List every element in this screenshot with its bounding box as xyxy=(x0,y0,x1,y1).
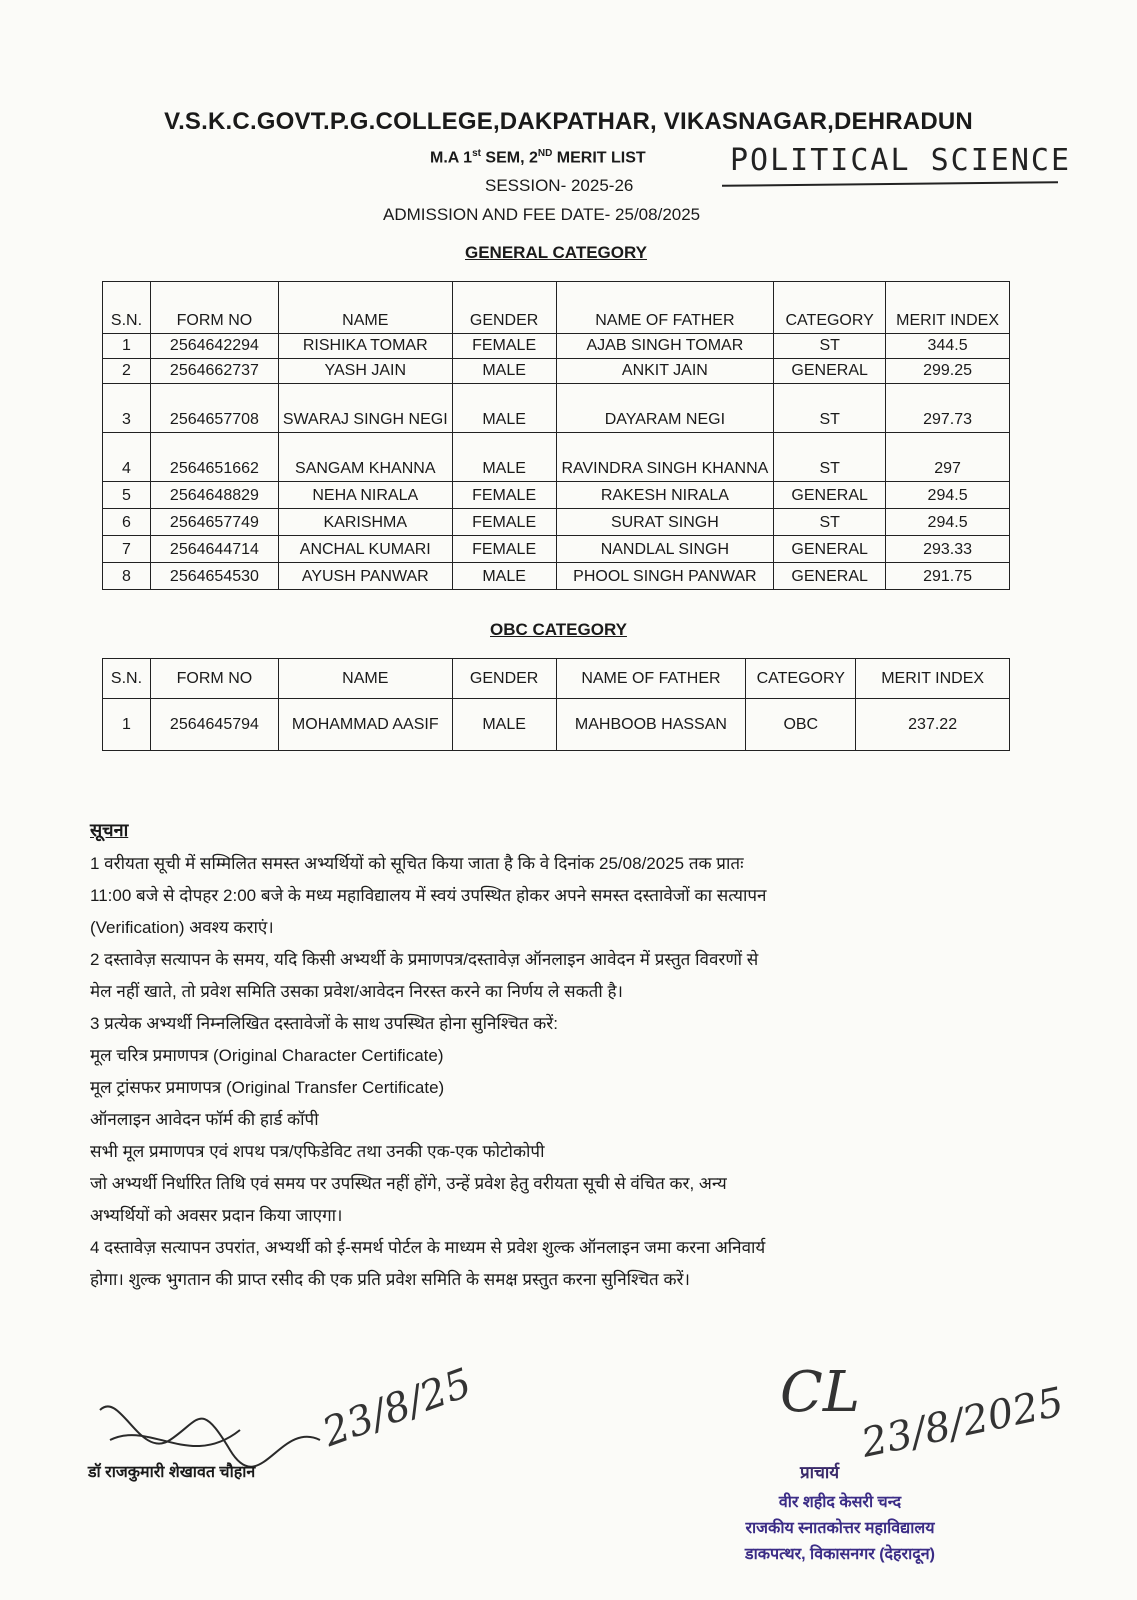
table-cell: AJAB SINGH TOMAR xyxy=(556,334,774,359)
table-cell: 2564662737 xyxy=(150,359,278,384)
notice-line: मेल नहीं खाते, तो प्रवेश समिति उसका प्रवेश/आवेदन निरस्त करने का निर्णय ले सकती है। xyxy=(90,982,623,1001)
table-row xyxy=(103,699,1010,751)
left-signature-date: 23/8/25 xyxy=(316,1360,478,1456)
left-signatory-name: डॉ राजकुमारी शेखावत चौहान xyxy=(88,1464,256,1481)
table-cell: KARISHMA xyxy=(278,509,452,536)
table-row xyxy=(103,384,1010,433)
table-cell: MOHAMMAD AASIF xyxy=(278,699,452,751)
table-cell: GENERAL xyxy=(774,359,886,384)
table-cell: GENERAL xyxy=(774,536,886,563)
table-cell: NEHA NIRALA xyxy=(278,482,452,509)
table-cell: FEMALE xyxy=(452,334,556,359)
table-cell: 2564644714 xyxy=(150,536,278,563)
table-row xyxy=(103,536,1010,563)
table-cell: ST xyxy=(774,433,886,482)
general-header-row xyxy=(103,282,1010,334)
table-cell: 297.73 xyxy=(886,384,1010,433)
notice-line: 2 दस्तावेज़ सत्यापन के समय, यदि किसी अभ्यर्थी के प्रमाणपत्र/दस्तावेज़ ऑनलाइन आवेदन में प्रस्तुत विवरणों से xyxy=(90,950,759,969)
course-line: M.A 1st SEM, 2ND MERIT LIST xyxy=(430,148,646,167)
principal-title: प्राचार्य xyxy=(800,1463,840,1482)
table-cell: 6 xyxy=(103,509,151,536)
table-cell: 1 xyxy=(103,334,151,359)
col-header: CATEGORY xyxy=(746,659,856,699)
table-row xyxy=(103,509,1010,536)
table-row xyxy=(103,433,1010,482)
notice-body xyxy=(90,848,1030,1296)
table-cell: 299.25 xyxy=(886,359,1010,384)
table-cell: 2564657708 xyxy=(150,384,278,433)
table-cell: GENERAL xyxy=(774,482,886,509)
table-cell: YASH JAIN xyxy=(278,359,452,384)
table-cell: MALE xyxy=(452,563,556,590)
right-signature-date: 23/8/2025 xyxy=(857,1379,1068,1467)
col-header: S.N. xyxy=(103,659,151,699)
table-cell: 237.22 xyxy=(856,699,1010,751)
notice-line: 3 प्रत्येक अभ्यर्थी निम्नलिखित दस्तावेजों के साथ उपस्थित होना सुनिश्चित करें: xyxy=(90,1014,558,1033)
table-cell: 294.5 xyxy=(886,482,1010,509)
table-cell: GENERAL xyxy=(774,563,886,590)
table-cell: 2564645794 xyxy=(150,699,278,751)
obc-category-heading: OBC CATEGORY xyxy=(490,620,627,639)
table-cell: 291.75 xyxy=(886,563,1010,590)
general-category-table xyxy=(102,281,1010,590)
col-header: GENDER xyxy=(452,282,556,334)
table-cell: ANKIT JAIN xyxy=(556,359,774,384)
college-stamp xyxy=(710,1490,970,1568)
notice-line: (Verification) अवश्य कराएं। xyxy=(90,918,274,937)
table-row xyxy=(103,334,1010,359)
table-cell: 2564651662 xyxy=(150,433,278,482)
col-header: NAME OF FATHER xyxy=(556,659,746,699)
stamp-line: वीर शहीद केसरी चन्द xyxy=(778,1494,902,1511)
table-cell: FEMALE xyxy=(452,509,556,536)
table-cell: 3 xyxy=(103,384,151,433)
table-cell: DAYARAM NEGI xyxy=(556,384,774,433)
table-cell: AYUSH PANWAR xyxy=(278,563,452,590)
table-cell: SWARAJ SINGH NEGI xyxy=(278,384,452,433)
table-cell: 2564657749 xyxy=(150,509,278,536)
notice-title: सूचना xyxy=(90,820,129,840)
notice-line: मूल चरित्र प्रमाणपत्र (Original Character Certificate) xyxy=(90,1046,444,1065)
table-cell: ANCHAL KUMARI xyxy=(278,536,452,563)
table-row xyxy=(103,482,1010,509)
obc-category-table xyxy=(102,658,1010,751)
table-row xyxy=(103,359,1010,384)
table-cell: 297 xyxy=(886,433,1010,482)
table-cell: 7 xyxy=(103,536,151,563)
general-category-heading: GENERAL CATEGORY xyxy=(465,243,647,262)
notice-line: ऑनलाइन आवेदन फॉर्म की हार्ड कॉपी xyxy=(90,1110,319,1129)
table-cell: 8 xyxy=(103,563,151,590)
notice-line: सभी मूल प्रमाणपत्र एवं शपथ पत्र/एफिडेविट तथा उनकी एक-एक फोटोकोपी xyxy=(90,1142,545,1161)
table-cell: MALE xyxy=(452,359,556,384)
col-header: NAME xyxy=(278,659,452,699)
notice-line: अभ्यर्थियों को अवसर प्रदान किया जाएगा। xyxy=(90,1206,343,1225)
table-cell: 2564648829 xyxy=(150,482,278,509)
table-cell: RAKESH NIRALA xyxy=(556,482,774,509)
table-cell: RISHIKA TOMAR xyxy=(278,334,452,359)
subject-handwritten: POLITICAL SCIENCE xyxy=(730,143,1072,178)
table-cell: FEMALE xyxy=(452,536,556,563)
table-cell: MALE xyxy=(452,384,556,433)
stamp-line: राजकीय स्नातकोत्तर महाविद्यालय xyxy=(745,1520,935,1537)
subject-underline xyxy=(722,181,1058,187)
table-cell: 4 xyxy=(103,433,151,482)
col-header: FORM NO xyxy=(150,659,278,699)
table-cell: 293.33 xyxy=(886,536,1010,563)
obc-header-row xyxy=(103,659,1010,699)
table-cell: 5 xyxy=(103,482,151,509)
notice-line: 11:00 बजे से दोपहर 2:00 बजे के मध्य महाविद्यालय में स्वयं उपस्थित होकर अपने समस्त दस्तावेजों का सत्यापन xyxy=(90,886,767,905)
notice-line: जो अभ्यर्थी निर्धारित तिथि एवं समय पर उपस्थित नहीं होंगे, उन्हें प्रवेश हेतु वरीयता सूची से वंचित कर, अन्य xyxy=(90,1174,727,1193)
col-header: CATEGORY xyxy=(774,282,886,334)
table-row xyxy=(103,563,1010,590)
col-header: FORM NO xyxy=(150,282,278,334)
table-cell: 2 xyxy=(103,359,151,384)
admission-date-line: ADMISSION AND FEE DATE- 25/08/2025 xyxy=(383,205,701,224)
table-cell: OBC xyxy=(746,699,856,751)
table-cell: 2564642294 xyxy=(150,334,278,359)
session-line: SESSION- 2025-26 xyxy=(485,176,634,195)
table-cell: MAHBOOB HASSAN xyxy=(556,699,746,751)
table-cell: MALE xyxy=(452,433,556,482)
table-cell: 344.5 xyxy=(886,334,1010,359)
notice-line: 1 वरीयता सूची में सम्मिलित समस्त अभ्यर्थियों को सूचित किया जाता है कि वे दिनांक 25/08/2025 तक प्रातः xyxy=(90,854,744,873)
table-cell: SURAT SINGH xyxy=(556,509,774,536)
col-header: S.N. xyxy=(103,282,151,334)
table-cell: PHOOL SINGH PANWAR xyxy=(556,563,774,590)
table-cell: ST xyxy=(774,384,886,433)
col-header: NAME xyxy=(278,282,452,334)
col-header: MERIT INDEX xyxy=(856,659,1010,699)
col-header: GENDER xyxy=(452,659,556,699)
table-cell: 294.5 xyxy=(886,509,1010,536)
table-cell: ST xyxy=(774,334,886,359)
notice-line: 4 दस्तावेज़ सत्यापन उपरांत, अभ्यर्थी को ई-समर्थ पोर्टल के माध्यम से प्रवेश शुल्क ऑनलाइन जमा करना अनिवार्य xyxy=(90,1238,766,1257)
table-cell: NANDLAL SINGH xyxy=(556,536,774,563)
right-signature-initials: CL xyxy=(780,1360,861,1425)
college-name: V.S.K.C.GOVT.P.G.COLLEGE,DAKPATHAR, VIKASNAGAR,DEHRADUN xyxy=(164,108,973,135)
table-cell: 2564654530 xyxy=(150,563,278,590)
table-cell: 1 xyxy=(103,699,151,751)
notice-line: मूल ट्रांसफर प्रमाणपत्र (Original Transfer Certificate) xyxy=(90,1078,445,1097)
table-cell: RAVINDRA SINGH KHANNA xyxy=(556,433,774,482)
table-cell: MALE xyxy=(452,699,556,751)
table-cell: ST xyxy=(774,509,886,536)
col-header: MERIT INDEX xyxy=(886,282,1010,334)
notice-line: होगा। शुल्क भुगतान की प्राप्त रसीद की एक प्रति प्रवेश समिति के समक्ष प्रस्तुत करना सुनिश्चित करें। xyxy=(90,1270,690,1289)
col-header: NAME OF FATHER xyxy=(556,282,774,334)
stamp-line: डाकपत्थर, विकासनगर (देहरादून) xyxy=(745,1546,935,1563)
table-cell: FEMALE xyxy=(452,482,556,509)
table-cell: SANGAM KHANNA xyxy=(278,433,452,482)
